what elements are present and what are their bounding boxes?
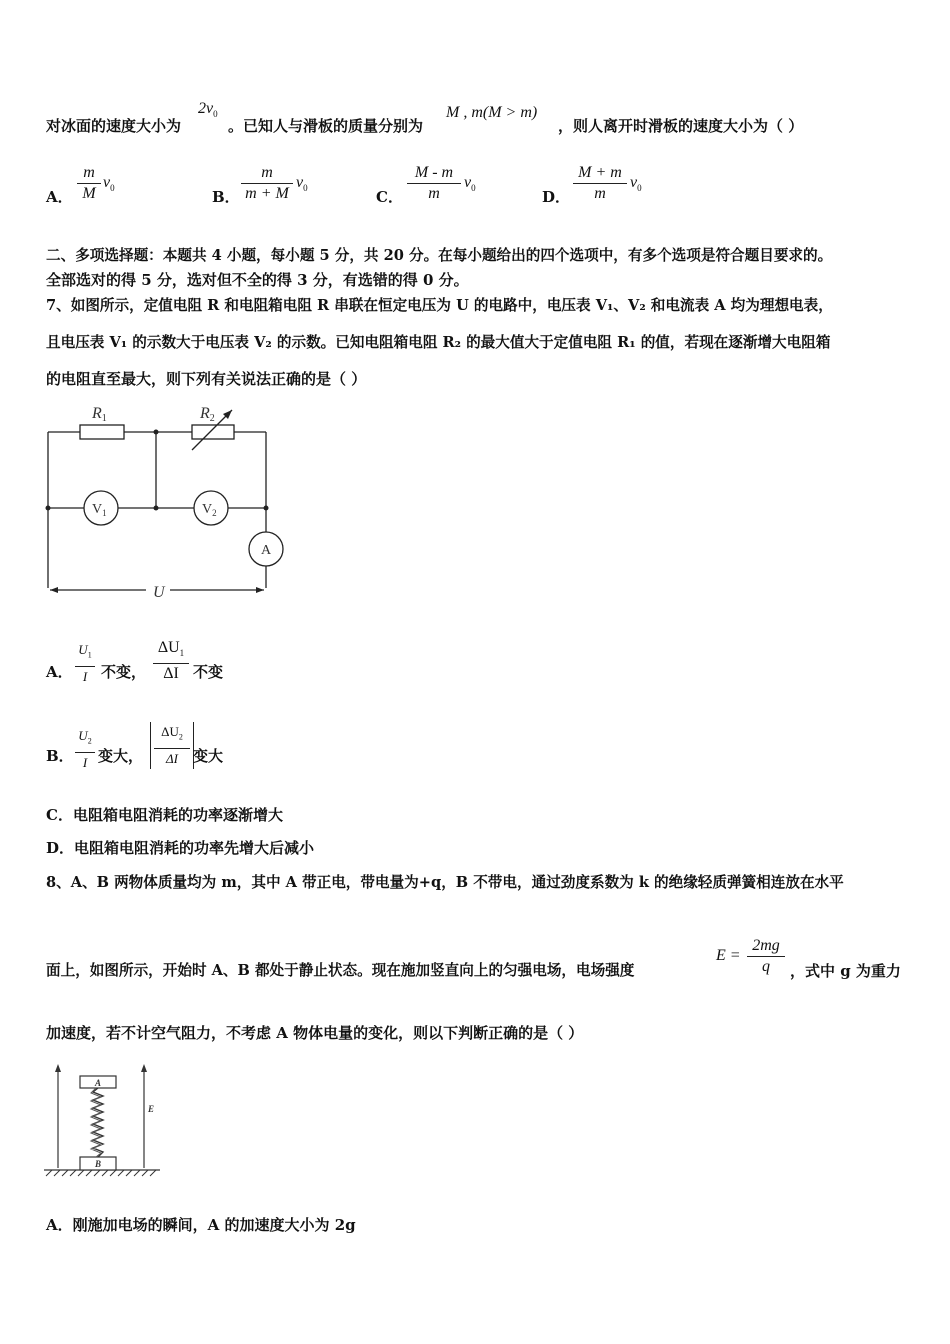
q6-option-b-v: v [296,174,304,191]
q7-circuit-diagram [40,398,300,608]
q6-velocity-sub: 0 [213,109,218,120]
q7-option-b-text2: 变大 [193,747,224,765]
q6-option-c-label: C． [376,188,403,206]
q7-option-b-frac2-num: ΔU [161,724,179,739]
u-label: U [153,584,165,601]
q7-option-a-frac2-num-sub: 1 [179,648,185,659]
q7-option-b-frac1 [74,726,96,773]
q8-line1: 8、A、B 两物体质量均为 m，其中 A 带正电，带电量为+q，B 不带电，通过劲度系数为 k 的绝缘轻质弹簧相连放在水平 [46,874,844,891]
q8-option-a: A．刚施加电场的瞬间，A 的加速度大小为 2g [46,1216,356,1234]
q7-option-b-frac2-num-sub: 2 [178,732,183,742]
q6-option-d-den: m [594,185,606,202]
q7-option-a-frac2-num: ΔU [157,639,180,656]
q7-option-b-abs-frac2 [150,722,194,769]
q7-option-d: D．电阻箱电阻消耗的功率先增大后减小 [46,839,315,857]
q7-option-a-frac1-den: I [82,668,88,684]
q7-line3: 的电阻直至最大，则下列有关说法正确的是（ ） [46,370,367,388]
section2-line2: 全部选对的得 5 分，选对但不全的得 3 分，有选错的得 0 分。 [46,271,469,289]
section2-line1: 二、多项选择题：本题共 4 小题，每小题 5 分，共 20 分。在每小题给出的四个选项中，有多个选项是符合题目要求的。 [46,247,833,264]
q6-option-c-den: m [428,185,440,202]
q6-option-d-sub: 0 [637,183,642,194]
q6-option-c-tail [464,174,476,193]
q6-option-b-num: m [261,164,273,181]
q7-option-b-frac1-den: I [82,754,88,770]
r2-variable-resistor [192,425,234,439]
q7-option-b-text1: 变大， [98,747,144,765]
q6-velocity-expr [198,100,218,119]
q6-option-c-fraction [406,163,462,204]
q6-velocity-symbol: 2v [198,100,214,117]
r1-resistor [80,425,124,439]
q8-line3: 加速度，若不计空气阻力，不考虑 A 物体电量的变化，则以下判断正确的是（ ） [46,1024,584,1042]
q6-option-b-label: B． [212,188,240,206]
r2-label: R2 [200,405,215,424]
v1-label: $V_1$ [92,502,107,518]
q7-option-b-frac2-den: ΔI [166,750,178,766]
q8-line2-a: 面上，如图所示，开始时 A、B 都处于静止状态。现在施加竖直向上的匀强电场，电场强度 [46,962,635,979]
q8-e-lhs: E = [716,947,741,964]
q7-option-a-frac2-den: ΔI [163,665,179,683]
q6-line1-a: 对冰面的速度大小为 [46,117,182,135]
ammeter-label: A [261,543,272,558]
q7-option-a-label: A． [46,663,73,681]
block-a-label: A [95,1078,102,1088]
q8-e-den: q [762,958,770,975]
q7-line2: 且电压表 V₁ 的示数大于电压表 V₂ 的示数。已知电阻箱电阻 R₂ 的最大值大于定值电阻 R₁ 的值，若现在逐渐增大电阻箱 [46,334,831,351]
field-e-label: E [148,1104,155,1114]
q6-option-b-sub: 0 [303,183,308,194]
q7-option-a-frac2 [152,638,190,684]
q6-line1-c: ，则人离开时滑板的速度大小为（ ） [558,117,804,135]
q6-option-a-num: m [83,164,95,181]
q6-option-d-label: D． [542,188,571,206]
r1-label: R1 [92,405,107,424]
q6-option-c-sub: 0 [471,183,476,194]
block-b-label: B [95,1159,102,1169]
v2-label: $V_2$ [202,502,217,518]
q6-line1-b: 。已知人与滑板的质量分别为 [228,117,424,135]
q8-e-fraction [746,936,786,977]
q6-option-d-tail [630,174,642,193]
q6-option-b-tail [296,174,308,193]
q6-option-a-label: A． [46,188,73,206]
q6-option-d-num: M + m [578,164,622,181]
q6-option-b-fraction [240,163,294,204]
q7-line1: 7、如图所示，定值电阻 R 和电阻箱电阻 R 串联在恒定电压为 U 的电路中，电压表 V₁、V₂ 和电流表 A 均为理想电表， [46,297,833,314]
q6-option-c-num: M - m [414,164,454,181]
q7-option-b-frac1-num-sub: 2 [87,736,92,746]
q8-line2-b: ，式中 g 为重力 [790,962,901,980]
q6-option-a-sub: 0 [110,183,115,194]
q7-option-a-frac1-num-sub: 1 [87,650,92,660]
q8-spring-diagram [40,1060,170,1185]
q6-mass-expr: M , m(M > m) [446,104,538,121]
q6-option-a-v: v [103,174,111,191]
q7-option-a-text2: 不变 [193,663,224,681]
q7-option-c: C．电阻箱电阻消耗的功率逐渐增大 [46,806,283,824]
q6-option-a-fraction [76,163,102,204]
q7-option-a-text1: 不变， [101,663,147,681]
q6-option-b-den: m + M [245,185,289,202]
q6-option-c-v: v [464,174,472,191]
q7-option-a-frac1-num: U [78,642,88,657]
q7-option-a-frac1 [74,640,96,687]
q6-option-a-den: M [82,185,96,202]
q8-e-num: 2mg [752,937,780,954]
q7-option-b-label: B． [46,747,74,765]
q6-option-d-v: v [630,174,638,191]
q7-option-b-frac1-num: U [78,728,88,743]
q6-option-a-tail [103,174,115,193]
q6-option-d-fraction [572,163,628,204]
